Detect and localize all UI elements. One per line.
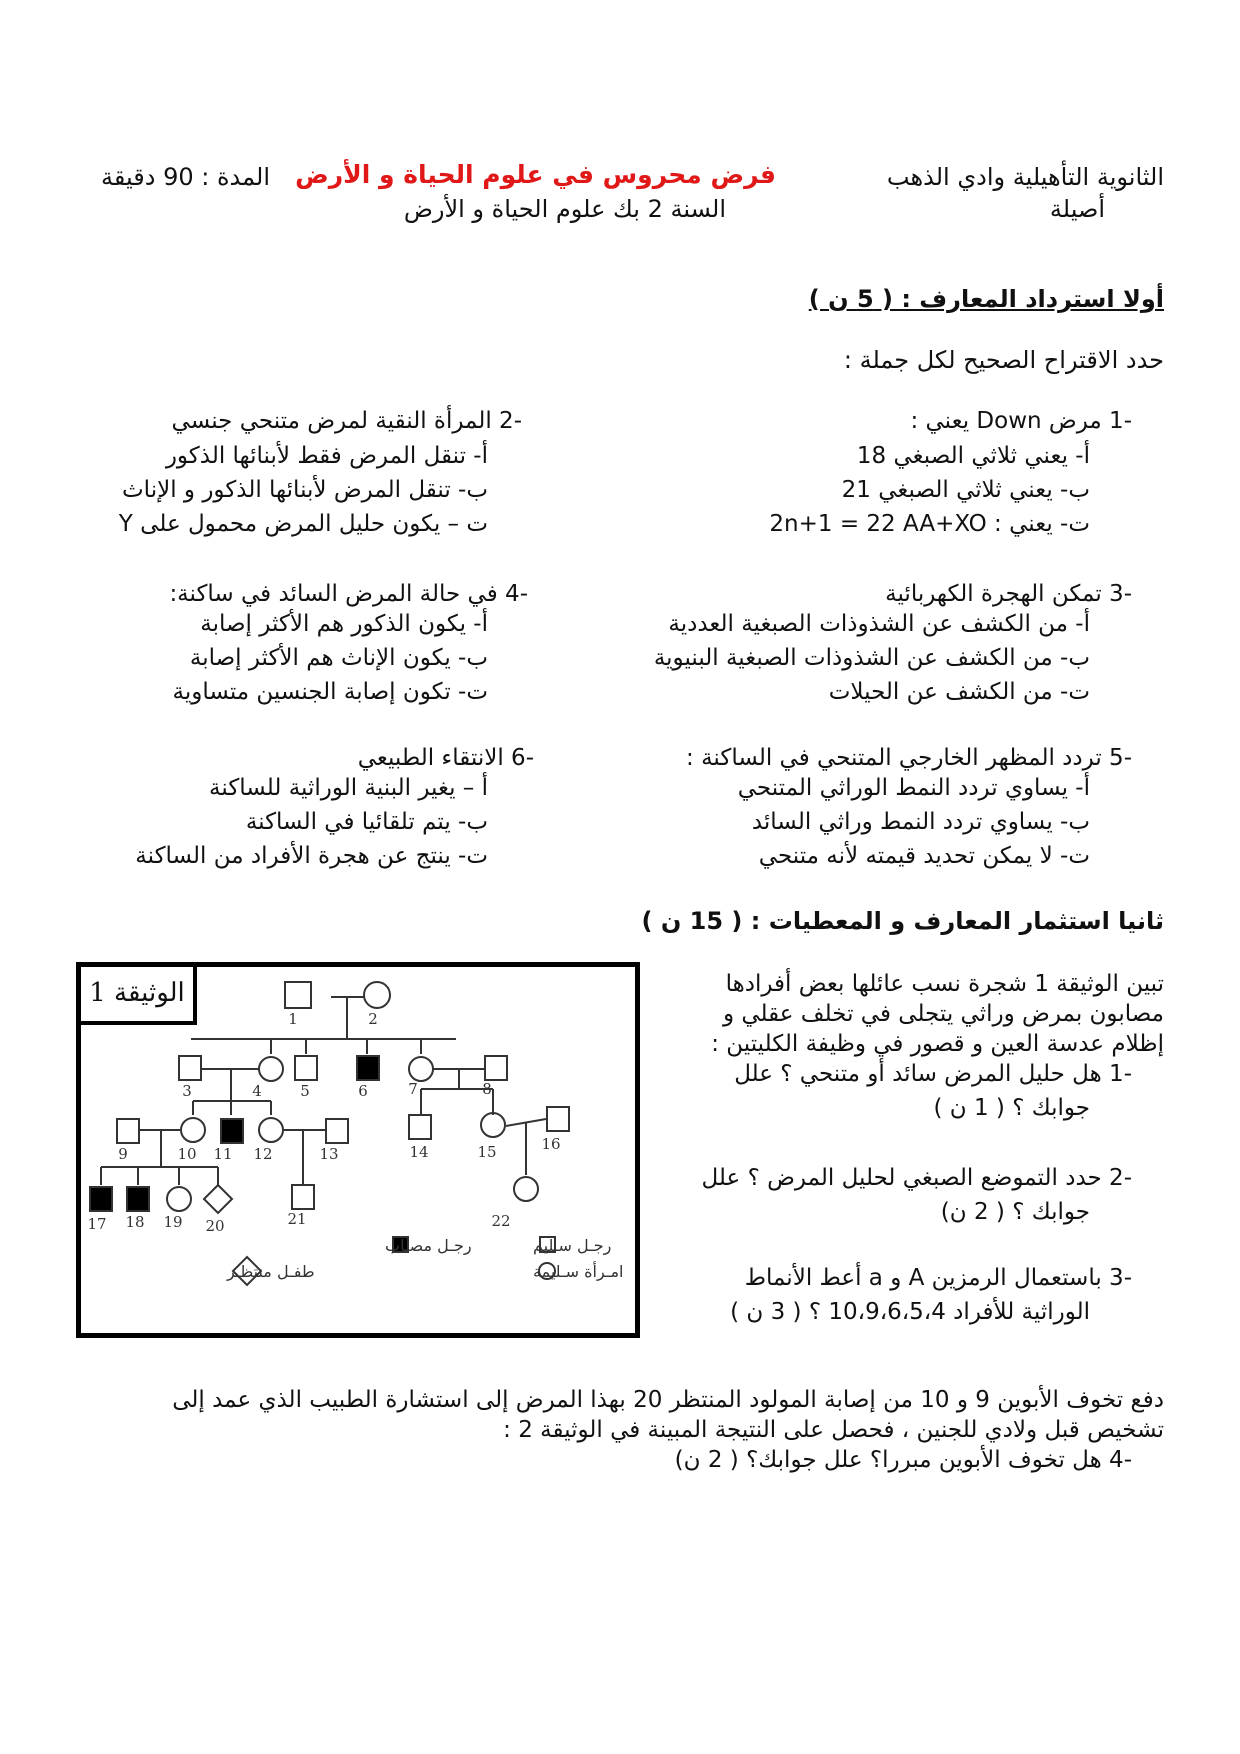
- q4-option-b: ب- يكون الإناث هم الأكثر إصابة: [189, 645, 488, 671]
- individual-11-sick-man: [221, 1119, 243, 1143]
- individual-12-healthy-woman: [259, 1118, 283, 1142]
- individual-19-healthy-woman: [167, 1187, 191, 1211]
- pedigree-number-15: 15: [477, 1143, 497, 1161]
- pedigree-number-18: 18: [125, 1213, 145, 1231]
- individual-6-sick-man: [357, 1056, 379, 1080]
- q4-title: -4 في حالة المرض السائد في ساكنة:: [169, 581, 528, 607]
- q3-option-b: ب- من الكشف عن الشذوذات الصبغية البنيوية: [653, 645, 1090, 671]
- individual-9-healthy-man: [117, 1119, 139, 1143]
- pedigree-number-12: 12: [253, 1145, 273, 1163]
- pedigree-legend: [226, 1236, 624, 1285]
- individual-10-healthy-woman: [181, 1118, 205, 1142]
- q6-option-c: ت- ينتج عن هجرة الأفراد من الساكنة: [135, 843, 488, 869]
- pedigree-number-19: 19: [163, 1213, 183, 1231]
- q6-option-a: أ – يغير البنية الوراثية للساكنة: [209, 775, 488, 801]
- pedigree-number-2: 2: [368, 1010, 378, 1028]
- pedigree-number-10: 10: [177, 1145, 197, 1163]
- legend-sick-man-label: رجـل مصـاب: [385, 1236, 472, 1255]
- legend-healthy-woman-label: امـرأة سـليمة: [533, 1262, 624, 1281]
- pedigree-number-5: 5: [300, 1082, 310, 1100]
- q2-option-a: أ- تنقل المرض فقط لأبنائها الذكور: [165, 443, 488, 469]
- individual-21-healthy-man: [292, 1185, 314, 1209]
- individual-15-healthy-woman: [481, 1113, 505, 1137]
- individual-17-sick-man: [90, 1187, 112, 1211]
- pedigree-number-1: 1: [288, 1010, 298, 1028]
- q5-option-c: ت- لا يمكن تحديد قيمته لأنه متنحي: [758, 843, 1090, 869]
- individual-4-healthy-woman: [259, 1057, 283, 1081]
- part2-q1-line2: جوابك ؟ ( 1 ن ): [933, 1095, 1090, 1121]
- part2-q2-line1: -2 حدد التموضع الصبغي لحليل المرض ؟ علل: [701, 1165, 1132, 1191]
- part1-instruction: حدد الاقتراح الصحيح لكل جملة :: [843, 346, 1164, 374]
- q3-title: -3 تمكن الهجرة الكهربائية: [885, 581, 1132, 607]
- pedigree-number-9: 9: [118, 1145, 128, 1163]
- pedigree-number-7: 7: [408, 1080, 418, 1098]
- part2-intro-line2: مصابون بمرض وراثي يتجلى في تخلف عقلي و: [722, 1001, 1164, 1027]
- pedigree-number-21: 21: [287, 1210, 307, 1228]
- individual-1-healthy-man: [285, 982, 311, 1008]
- q2-title: -2 المرأة النقية لمرض متنحي جنسي: [171, 408, 522, 434]
- pedigree-number-4: 4: [252, 1082, 262, 1100]
- part2-q2-line2: جوابك ؟ ( 2 ن): [940, 1199, 1090, 1225]
- pedigree-diagram: [81, 967, 635, 1333]
- individual-7-healthy-woman: [409, 1057, 433, 1081]
- q5-option-a: أ- يساوي تردد النمط الوراثي المتنحي: [737, 775, 1090, 801]
- pedigree-number-14: 14: [409, 1143, 429, 1161]
- part2-heading: ثانيا استثمار المعارف و المعطيات : ( 15 ن ): [641, 907, 1164, 935]
- part2-q4: -4 هل تخوف الأبوين مبررا؟ علل جوابك؟ ( 2 ن): [674, 1447, 1132, 1473]
- pedigree-number-16: 16: [541, 1135, 561, 1153]
- document1-label: الوثيقة 1: [81, 967, 197, 1025]
- school-name: الثانوية التأهيلية وادي الذهب: [886, 163, 1164, 191]
- pedigree-number-13: 13: [319, 1145, 339, 1163]
- exam-title: فرض محروس في علوم الحياة و الأرض: [295, 160, 776, 189]
- pedigree-number-6: 6: [358, 1082, 368, 1100]
- individual-5-healthy-man: [295, 1056, 317, 1080]
- document1-pedigree: [76, 962, 640, 1338]
- legend-expected-child-label: طفـل منتظـر: [227, 1262, 315, 1281]
- individual-18-sick-man: [127, 1187, 149, 1211]
- q2-option-b: ب- تنقل المرض لأبنائها الذكور و الإناث: [122, 477, 488, 503]
- individual-20-expected-child: [204, 1185, 232, 1213]
- pedigree-number-3: 3: [182, 1082, 192, 1100]
- pedigree-number-17: 17: [87, 1215, 107, 1233]
- q6-option-b: ب- يتم تلقائيا في الساكنة: [245, 809, 488, 835]
- part2-intro-line3: إظلام عدسة العين و قصور في وظيفة الكليتين :: [711, 1031, 1164, 1057]
- individual-2-healthy-woman: [364, 982, 390, 1008]
- legend-healthy-man-label: رجـل سـليم: [533, 1236, 612, 1255]
- pedigree-number-11: 11: [213, 1145, 233, 1163]
- individual-16-healthy-man: [547, 1107, 569, 1131]
- part2-intro-line1: تبين الوثيقة 1 شجرة نسب عائلها بعض أفرادها: [725, 971, 1164, 997]
- school-city: أصيلة: [1049, 195, 1105, 223]
- individual-8-healthy-man: [485, 1056, 507, 1080]
- q4-option-c: ت- تكون إصابة الجنسين متساوية: [172, 679, 488, 705]
- q3-option-c: ت- من الكشف عن الحيلات: [828, 679, 1090, 705]
- part2-paragraph-line2: تشخيص قبل ولادي للجنين ، فحصل على النتيجة المبينة في الوثيقة 2 :: [503, 1417, 1164, 1443]
- individual-3-healthy-man: [179, 1056, 201, 1080]
- part2-q3-line2: الوراثية للأفراد 10،9،6،5،4 ؟ ( 3 ن ): [730, 1299, 1090, 1325]
- q3-option-a: أ- من الكشف عن الشذوذات الصبغية العددية: [668, 611, 1090, 637]
- individual-13-healthy-man: [326, 1119, 348, 1143]
- q1-option-c: ت- يعني : 2n+1 = 22 AA+XO: [769, 511, 1090, 537]
- q5-title: -5 تردد المظهر الخارجي المتنحي في الساكنة :: [686, 745, 1132, 771]
- q4-option-a: أ- يكون الذكور هم الأكثر إصابة: [200, 611, 488, 637]
- part2-paragraph-line1: دفع تخوف الأبوين 9 و 10 من إصابة المولود المنتظر 20 بهذا المرض إلى استشارة الطبيب الذي عمد إلى: [172, 1387, 1164, 1413]
- part2-q1-line1: -1 هل حليل المرض سائد أو متنحي ؟ علل: [734, 1061, 1132, 1087]
- q1-option-a: أ- يعني ثلاثي الصبغي 18: [856, 443, 1090, 469]
- individual-22-healthy-woman: [514, 1177, 538, 1201]
- individual-14-healthy-man: [409, 1115, 431, 1139]
- q2-option-c: ت – يكون حليل المرض محمول على Y: [118, 511, 488, 537]
- part2-q3-line1: -3 باستعمال الرمزين A و a أعط الأنماط: [744, 1265, 1132, 1291]
- pedigree-number-20: 20: [205, 1217, 225, 1235]
- q1-title: -1 مرض Down يعني :: [910, 408, 1132, 434]
- q1-option-b: ب- يعني ثلاثي الصبغي 21: [841, 477, 1090, 503]
- q5-option-b: ب- يساوي تردد النمط وراثي السائد: [751, 809, 1090, 835]
- pedigree-number-22: 22: [491, 1212, 511, 1230]
- exam-level: السنة 2 بك علوم الحياة و الأرض: [403, 195, 726, 223]
- pedigree-number-8: 8: [482, 1080, 492, 1098]
- q6-title: -6 الانتقاء الطبيعي: [357, 745, 534, 771]
- part1-heading: أولا استرداد المعارف : ( 5 ن ): [808, 285, 1164, 313]
- exam-duration: المدة : 90 دقيقة: [101, 163, 270, 191]
